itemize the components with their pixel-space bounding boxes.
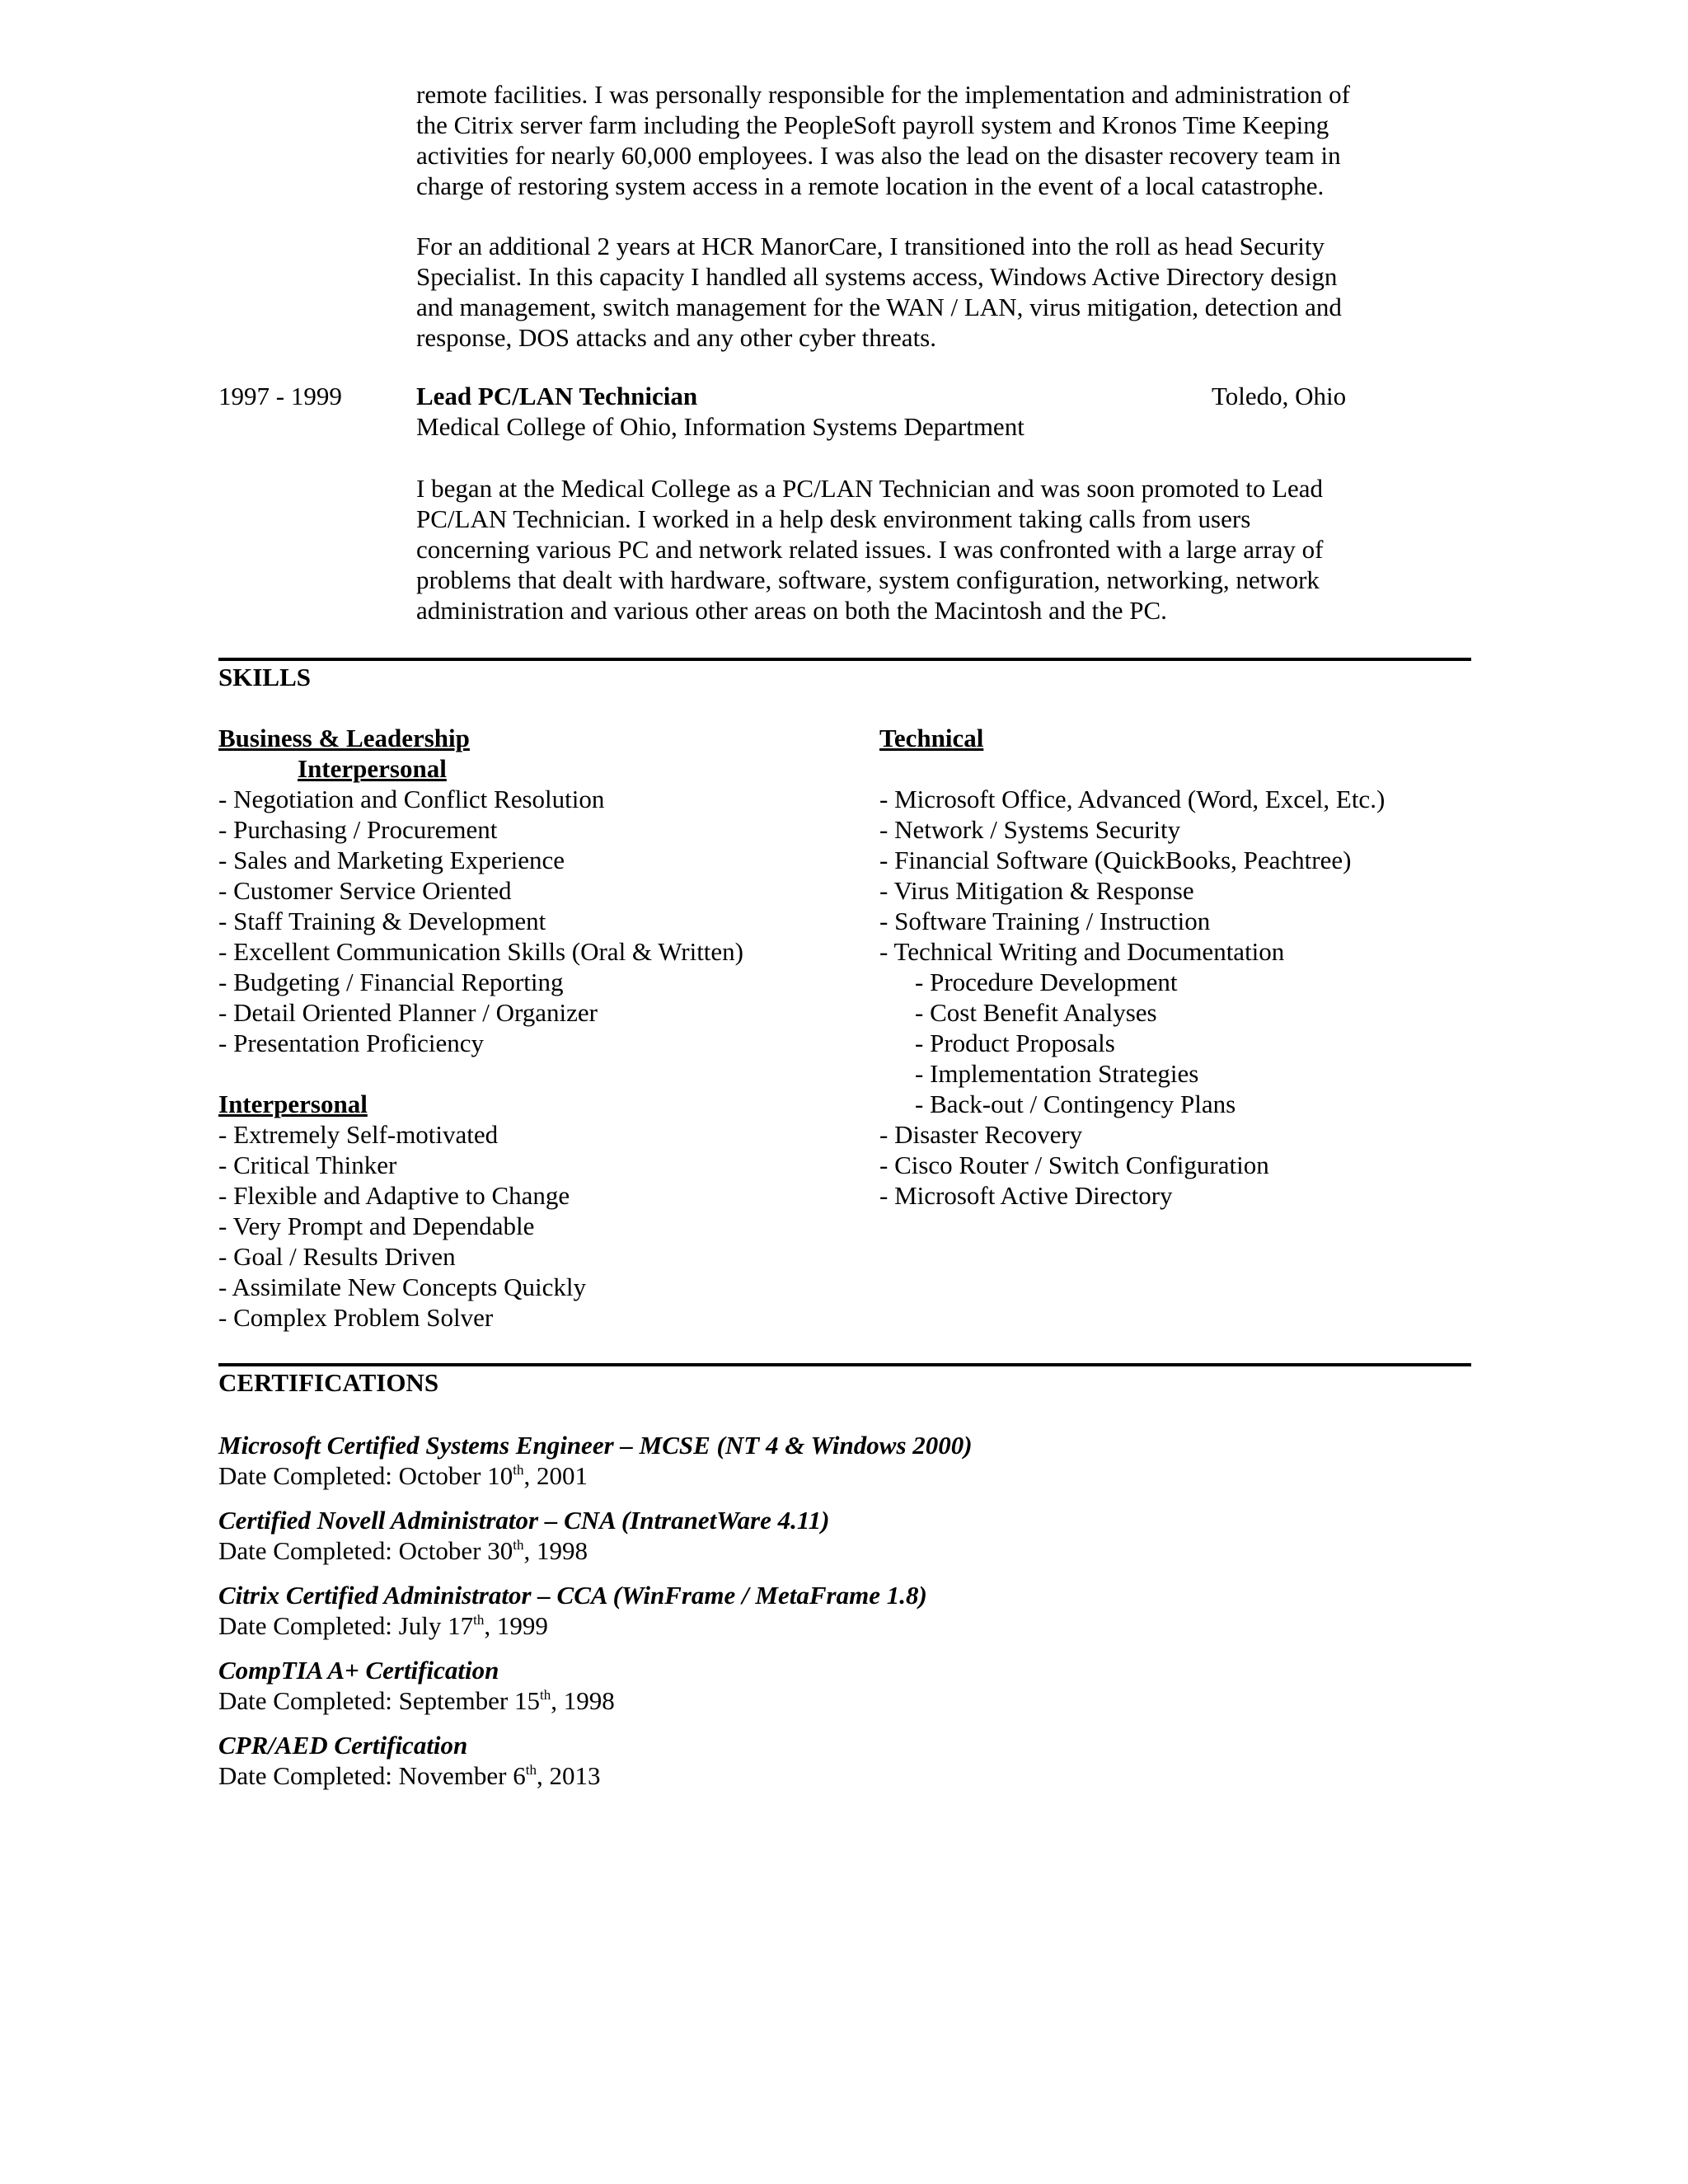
certification-date: Date Completed: October 10th, 2001 <box>218 1461 588 1490</box>
text-line: problems that dealt with hardware, software, system configuration, networking, network <box>416 565 1320 594</box>
hcr-paragraph-2 <box>416 231 1479 353</box>
skill-sub-item: - Implementation Strategies <box>915 1059 1199 1088</box>
skill-item: - Negotiation and Conflict Resolution <box>218 785 605 813</box>
job-organization: Medical College of Ohio, Information Systems Department <box>416 412 1025 441</box>
business-interpersonal-subheading: Interpersonal <box>298 754 447 783</box>
skill-item: - Purchasing / Procurement <box>218 815 498 844</box>
text-line: concerning various PC and network related issues. I was confronted with a large array of <box>416 535 1324 564</box>
text-line: response, DOS attacks and any other cyber threats. <box>416 323 936 352</box>
spacer <box>218 1058 743 1089</box>
skill-item: - Sales and Marketing Experience <box>218 846 565 874</box>
skill-item: - Staff Training & Development <box>218 907 546 935</box>
skill-item: - Software Training / Instruction <box>879 907 1211 935</box>
skill-sub-item: - Procedure Development <box>915 968 1178 996</box>
section-divider <box>218 658 1471 661</box>
certification-date: Date Completed: July 17th, 1999 <box>218 1611 548 1640</box>
skill-item: - Customer Service Oriented <box>218 876 512 905</box>
interpersonal-heading: Interpersonal <box>218 1090 368 1118</box>
skill-item: - Very Prompt and Dependable <box>218 1212 535 1240</box>
text-line: administration and various other areas on both the Macintosh and the PC. <box>416 596 1167 625</box>
skill-item: - Financial Software (QuickBooks, Peachtree) <box>879 846 1352 874</box>
job-location: Toledo, Ohio <box>1212 382 1347 410</box>
job-entry <box>218 381 1471 447</box>
certifications-list <box>218 1430 973 1805</box>
skills-technical-column <box>879 723 1385 1211</box>
skills-business-column <box>218 723 743 1333</box>
text-line: I began at the Medical College as a PC/LAN Technician and was soon promoted to Lead <box>416 474 1324 503</box>
skill-item: - Presentation Proficiency <box>218 1029 484 1057</box>
skill-item: - Goal / Results Driven <box>218 1242 456 1271</box>
skill-item: - Technical Writing and Documentation <box>879 937 1285 966</box>
certification-date: Date Completed: September 15th, 1998 <box>218 1686 615 1715</box>
skill-sub-item: - Back-out / Contingency Plans <box>915 1090 1236 1118</box>
certification-item <box>218 1655 973 1716</box>
skill-item: - Complex Problem Solver <box>218 1303 494 1332</box>
spacer <box>879 753 1385 784</box>
certification-name: Microsoft Certified Systems Engineer – MCSE (NT 4 & Windows 2000) <box>218 1431 973 1460</box>
text-line: the Citrix server farm including the PeopleSoft payroll system and Kronos Time Keeping <box>416 110 1329 139</box>
skill-item: - Critical Thinker <box>218 1151 397 1179</box>
certification-date: Date Completed: November 6th, 2013 <box>218 1761 601 1790</box>
skill-item: - Cisco Router / Switch Configuration <box>879 1151 1269 1179</box>
text-line: Specialist. In this capacity I handled all systems access, Windows Active Directory design <box>416 262 1338 291</box>
text-line: remote facilities. I was personally responsible for the implementation and administration of <box>416 80 1350 109</box>
job-title: Lead PC/LAN Technician <box>416 382 698 410</box>
certification-name: CPR/AED Certification <box>218 1731 468 1760</box>
skill-item: - Microsoft Office, Advanced (Word, Excel, Etc.) <box>879 785 1386 813</box>
certification-date: Date Completed: October 30th, 1998 <box>218 1536 588 1565</box>
certifications-heading: CERTIFICATIONS <box>218 1368 439 1397</box>
skill-item: - Detail Oriented Planner / Organizer <box>218 998 598 1027</box>
business-leadership-heading: Business & Leadership <box>218 724 470 752</box>
text-line: For an additional 2 years at HCR ManorCare, I transitioned into the roll as head Security <box>416 232 1325 260</box>
hcr-paragraph-1 <box>416 79 1479 201</box>
skill-item: - Excellent Communication Skills (Oral & Written) <box>218 937 743 966</box>
skill-sub-item: - Cost Benefit Analyses <box>915 998 1157 1027</box>
text-line: and management, switch management for the WAN / LAN, virus mitigation, detection and <box>416 293 1342 321</box>
skill-item: - Budgeting / Financial Reporting <box>218 968 564 996</box>
certification-name: Citrix Certified Administrator – CCA (WinFrame / MetaFrame 1.8) <box>218 1581 927 1610</box>
job-description <box>416 473 1479 626</box>
skill-item: - Disaster Recovery <box>879 1120 1083 1149</box>
certification-name: CompTIA A+ Certification <box>218 1656 499 1685</box>
technical-heading: Technical <box>879 724 984 752</box>
certification-item <box>218 1430 973 1491</box>
certification-item <box>218 1730 973 1791</box>
certification-item <box>218 1580 973 1641</box>
skill-item: - Extremely Self-motivated <box>218 1120 499 1149</box>
skill-item: - Virus Mitigation & Response <box>879 876 1194 905</box>
text-line: activities for nearly 60,000 employees. I was also the lead on the disaster recovery team in <box>416 141 1341 170</box>
skill-item: - Microsoft Active Directory <box>879 1181 1173 1210</box>
skill-sub-item: - Product Proposals <box>915 1029 1115 1057</box>
skill-item: - Flexible and Adaptive to Change <box>218 1181 570 1210</box>
text-line: PC/LAN Technician. I worked in a help desk environment taking calls from users <box>416 504 1251 533</box>
skill-item: - Network / Systems Security <box>879 815 1181 844</box>
certification-name: Certified Novell Administrator – CNA (IntranetWare 4.11) <box>218 1506 830 1535</box>
skill-item: - Assimilate New Concepts Quickly <box>218 1272 586 1301</box>
skills-heading: SKILLS <box>218 663 312 691</box>
section-divider <box>218 1363 1471 1366</box>
certification-item <box>218 1505 973 1566</box>
job-dates: 1997 - 1999 <box>218 382 342 410</box>
text-line: charge of restoring system access in a remote location in the event of a local catastrophe. <box>416 171 1325 200</box>
